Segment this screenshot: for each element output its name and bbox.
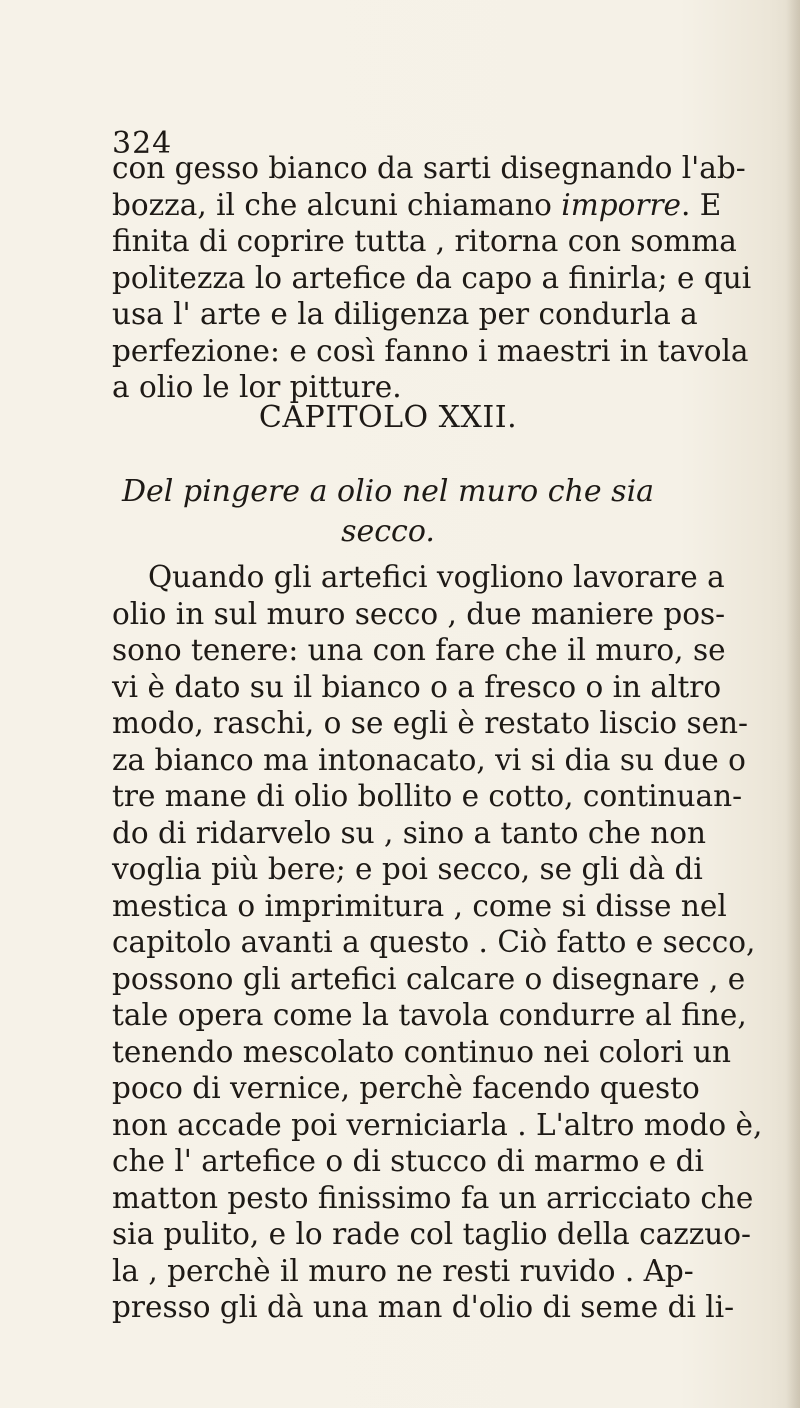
text-line: la , perchè il muro ne resti ruvido . Ap- (112, 1253, 694, 1288)
text-fragment: bozza, il che alcuni chiamano (112, 187, 552, 222)
text-line: con gesso bianco da sarti disegnando l'ab- (112, 151, 746, 185)
text-line: tenendo mescolato continuo nei colori un (112, 1034, 732, 1069)
text-line: vi è dato su il bianco o a fresco o in altro (112, 669, 722, 704)
text-line: possono gli artefici calcare o disegnare , e (112, 961, 746, 996)
text-line: modo, raschi, o se egli è restato liscio sen- (112, 706, 749, 740)
text-line: sia pulito, e lo rade col taglio della cazzuo- (112, 1217, 752, 1251)
text-line: olio in sul muro secco , due maniere pos- (112, 596, 726, 631)
italic-term: imporre (561, 187, 682, 222)
text-line: Quando gli artefici vogliono lavorare a (148, 560, 725, 594)
text-line: tale opera come la tavola condurre al fine, (112, 998, 747, 1032)
text-line: poco di vernice, perchè facendo questo (112, 1071, 700, 1105)
text-line: sono tenere: una con fare che il muro, se (112, 633, 726, 667)
chapter-heading: CAPITOLO XXII. (258, 400, 518, 435)
text-line (112, 187, 722, 224)
text-line: a olio le lor pitture. (112, 370, 402, 404)
text-line: do di ridarvelo su , sino a tanto che non (112, 815, 707, 850)
text-line: presso gli dà una man d'olio di seme di li- (112, 1290, 735, 1324)
text-line: perfezione: e così fanno i maestri in tavola (112, 333, 749, 368)
text-line: voglia più bere; e poi secco, se gli dà di (112, 852, 703, 886)
page-edge-shadow (786, 0, 800, 1408)
body-paragraph (112, 559, 763, 1326)
page-number: 324 (112, 126, 173, 161)
text-line: za bianco ma intonacato, vi si dia su due o (112, 742, 746, 777)
chapter-subtitle: Del pingere a olio nel muro che sia secco. (121, 474, 655, 549)
text-line: che l' artefice o di stucco di marmo e di (112, 1144, 704, 1178)
text-line: politezza lo artefice da capo a finirla; e qui (112, 260, 752, 295)
text-line: non accade poi verniciarla . L'altro modo è, (112, 1107, 763, 1142)
text-line: usa l' arte e la diligenza per condurla a (112, 297, 698, 331)
text-line: matton pesto finissimo fa un arricciato che (112, 1180, 754, 1215)
text-line: tre mane di olio bollito e cotto, continuan- (112, 779, 743, 813)
text-line: finita di coprire tutta , ritorna con somma (112, 224, 737, 258)
text-fragment: . E (681, 187, 722, 222)
text-line: capitolo avanti a questo . Ciò fatto e secco, (112, 925, 756, 959)
text-line: mestica o imprimitura , come si disse nel (112, 888, 727, 923)
opening-paragraph (112, 150, 752, 406)
